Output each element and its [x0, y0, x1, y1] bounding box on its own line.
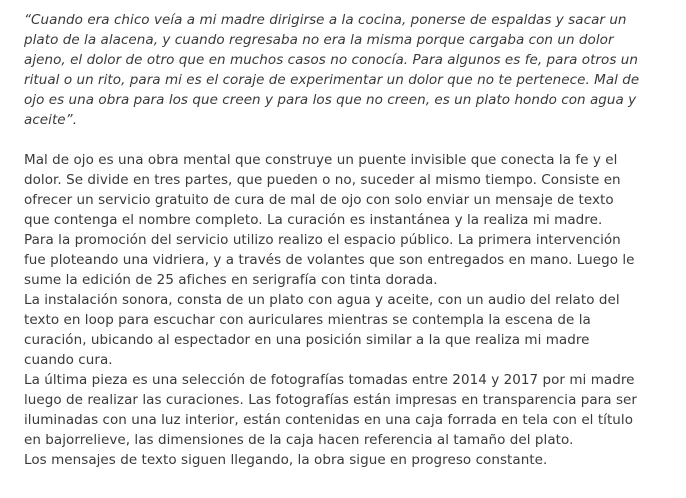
paragraph-promotion: Para la promoción del servicio utilizo realizo el espacio público. La primera intervención fue ploteando una vidriera, y a través de volantes que son entregados en mano. Luego le sume la edición de 25 afiches en serigrafía con tinta dorada. [24, 232, 635, 288]
paragraph-photographs: La última pieza es una selección de fotografías tomadas entre 2014 y 2017 por mi madre luego de realizar las curaciones. Las fotografías están impresas en transparencia para ser iluminadas con una luz interior, están contenidas en una caja forrada en tela con el título en bajorrelieve, las dimensiones de la caja hacen referencia al tamaño del plato. [24, 372, 637, 448]
paragraph-closing: Los mensajes de texto siguen llegando, la obra sigue en progreso constante. [24, 452, 548, 468]
paragraph-installation: La instalación sonora, consta de un plato con agua y aceite, con un audio del relato del texto en loop para escuchar con auriculares mientras se contempla la escena de la curación, ubicando al espectador en una posición similar a la que realiza mi madre cuando cura. [24, 292, 620, 368]
paragraph-spacer [24, 130, 664, 150]
article-body [24, 10, 664, 470]
intro-quote: “Cuando era chico veía a mi madre dirigirse a la cocina, ponerse de espaldas y sacar un plato de la alacena, y cuando regresaba no era la misma porque cargaba con un dolor ajeno, el dolor de otro que en muchos casos no conocía. Para algunos es fe, para otros un ritual o un rito, para mi es el coraje de experimentar un dolor que no te pertenece. Mal de ojo es una obra para los que creen y para los que no creen, es un plato hondo con agua y aceite”. [24, 12, 640, 128]
paragraph-concept: Mal de ojo es una obra mental que construye un puente invisible que conecta la fe y el dolor. Se divide en tres partes, que pueden o no, suceder al mismo tiempo. Consiste en ofrecer un servicio gratuito de cura de mal de ojo con solo enviar un mensaje de texto que contenga el nombre completo. La curación es instantánea y la realiza mi madre. [24, 152, 621, 228]
